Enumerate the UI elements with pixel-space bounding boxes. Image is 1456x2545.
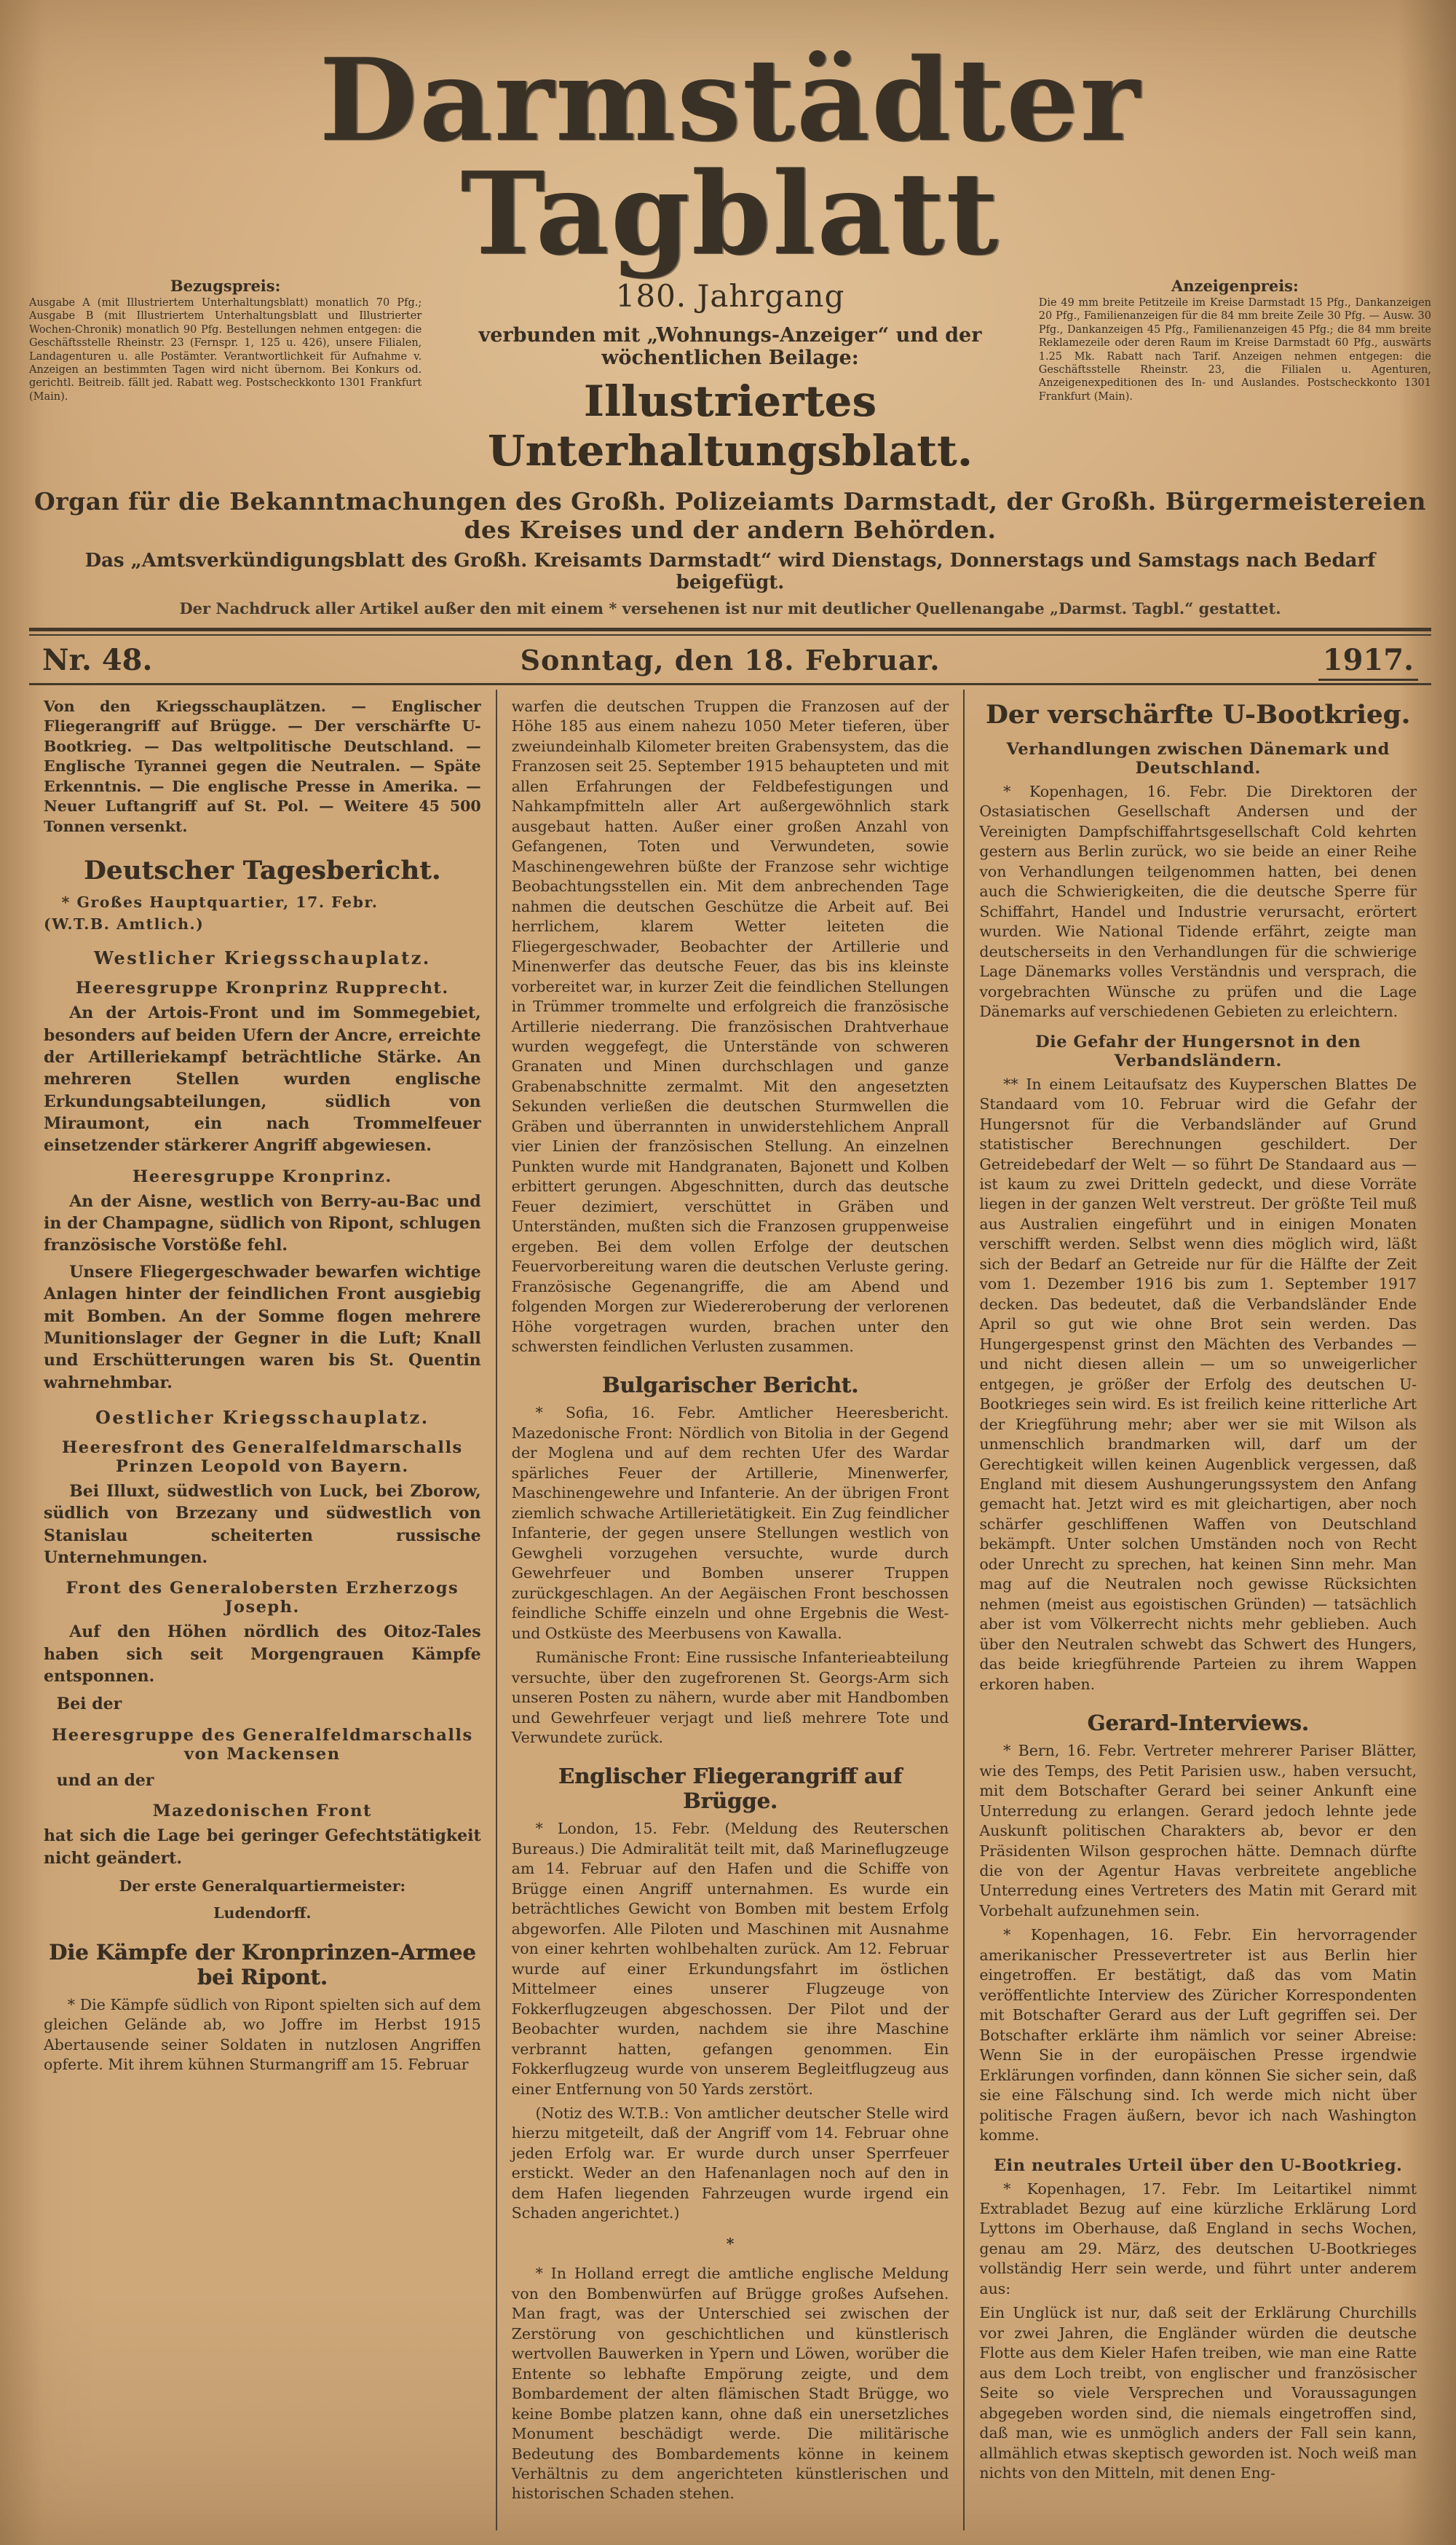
subhead-heeresgruppe-rupprecht: Heeresgruppe Kronprinz Rupprecht. [76, 979, 449, 998]
issue-year [1033, 643, 1418, 677]
subhead-oestlicher-kriegsschauplatz: Oestlicher Kriegsschauplatz. [95, 1406, 430, 1428]
bezugspreis-title: Bezugspreis: [170, 277, 281, 295]
headline-bulgarischer-bericht: Bulgarischer Bericht. [601, 1373, 859, 1398]
article-paragraph-hungersnot: ** In einem Leitaufsatz des Kuyperschen Blattes De Standaard vom 10. Februar wird die Gefahr der Hungersnot für die Verbandsländer auf Grund statistischer Berechnungen geschildert. Der Getreidebedarf der Welt — so führt De Standaard aus — ist kaum zu zwei Dritteln gedeckt, und diese Vorräte liegen in der ganzen Welt verstreut. Der größte Teil muß aus Australien eingeführt und in einigen Monaten verschifft werden. Selbst wenn dies möglich wird, läßt sich der Bedarf an Getreide nur für die Hälfte der Zeit vom 1. Dezember 1916 bis zum 1. September 1917 decken. Das bedeutet, daß die Verbandsländer Ende April so gut wie ohne Brot sein werden. Das Hungergespenst grinst den Mächten des Verbandes — und nicht diesen allein — um so unweigerlicher entgegen, je größer der Erfolg des deutschen U-Bootkrieges sein wird. Es ist freilich keine ritterliche Art der Kriegführung mehr; aber wer sie mit Wilson als unmenschlich brandmarken will, darf um der Gerechtigkeit willen keinen Augenblick vergessen, daß England mit diesem Aushungerungssystem den Anfang gemacht hat. Jetzt wird es mit gleichartigen, aber noch schärfer geschliffenen Waffen von Deutschland bekämpft. Unter solchen Umständen noch von Recht oder Unrecht zu sprechen, hat keinen Sinn mehr. Man mag auf die Neutralen noch gewisse Rücksichten nehmen (meist aus egoistischen Gründen) — tatsächlich aber ist vom Völkerrecht nichts mehr geblieben. Auch über den Neutralen schwebt das Schwert des Hungers, das beide kriegführende Parteien zu ihrem Wappen erkoren haben. [979, 1075, 1417, 1693]
front-page-summary: Von den Kriegsschauplätzen. — Englischer Fliegerangriff auf Brügge. — Der verschärfte U-Bootkrieg. — Das weltpolitische Deutschland. — Englische Tyrannei gegen die Neutralen. — Späte Erkenntnis. — Die englische Presse in Amerika. — Neuer Luftangriff auf St. Pol. — Weitere 45 500 Tonnen versenkt. [44, 698, 481, 835]
anzeigenpreis-title: Anzeigenpreis: [1171, 277, 1299, 295]
report-paragraph-illuxt: Bei Illuxt, südwestlich von Luck, bei Zborow, südlich von Brzezany und südwestlich von Stanislau scheiterten russische Unternehmungen. [44, 1481, 481, 1568]
signature-generalquartiermeister: Der erste Generalquartiermeister: [119, 1877, 406, 1895]
bezugspreis-text: Ausgabe A (mit Illustriertem Unterhaltungsblatt) monatlich 70 Pfg.; Ausgabe B (mit Illustriertem Unterhaltungsblatt und Illustrierter Wochen-Chronik) monatlich 90 Pfg. Bestellungen nehmen entgegen: die Geschäftsstelle Rheinstr. 23 (Fernspr. 1, 125 u. 426), unsere Filialen, Landagenturen u. alle Postämter. Verantwortlichkeit für Aufnahme v. Anzeigen an bestimmten Tagen wird nicht übernom. Bei Konkurs od. gerichtl. Beitreib. fällt jed. Rabatt weg. Postscheckkonto 1301 Frankfurt (Main). [29, 297, 422, 403]
column-right [963, 690, 1431, 2530]
dateline [29, 636, 1431, 683]
report-paragraph-aisne: An der Aisne, westlich von Berry-au-Bac und in der Champagne, südlich von Ripont, schlugen französische Vorstöße fehl. [44, 1191, 481, 1255]
report-source-line2: (W.T.B. Amtlich.) [44, 915, 205, 933]
subhead-westlicher-kriegsschauplatz: Westlicher Kriegsschauplatz. [93, 947, 431, 969]
issue-number: Nr. 48. [42, 643, 153, 677]
anzeigenpreis-text: Die 49 mm breite Petitzeile im Kreise Darmstadt 15 Pfg., Dankanzeigen 20 Pfg., Familienanzeigen für die 84 mm breite Zeile 30 Pfg. — Ausw. 30 Pfg., Dankanzeigen 45 Pfg., Familienanzeigen 45 Pfg.; die 84 mm breite Reklamezeile oder deren Raum im Kreise Darmstadt 60 Pfg., auswärts 1.25 Mk. Rabatt nach Tarif. Anzeigen nehmen entgegen: die Geschäftsstelle Rheinstr. 23, die Filialen u. Agenturen, Anzeigenexpeditionen des In- und Auslandes. Postscheckkonto 1301 Frankfurt (Main). [1038, 297, 1431, 403]
masthead [29, 19, 1431, 617]
report-paragraph-lage: hat sich die Lage bei geringer Gefechtstätigkeit nicht geändert. [44, 1826, 481, 1868]
headline-gerard-interviews: Gerard-Interviews. [1087, 1711, 1309, 1736]
beilage-title: Illustriertes Unterhaltungsblatt. [487, 376, 973, 476]
signature-ludendorff: Ludendorff. [213, 1904, 312, 1922]
issue-year-text: 1917. [1318, 643, 1418, 681]
report-connector-beider: Bei der [56, 1694, 122, 1714]
star-divider: * [726, 2234, 735, 2252]
subhead-front-erzherzog-joseph: Front des Generalobersten Erzherzogs Joseph. [66, 1579, 459, 1617]
organ-line: Organ für die Bekanntmachungen des Großh. Polizeiamts Darmstadt, der Großh. Bürgermeistereien des Kreises und der andern Behörden. [34, 487, 1426, 544]
report-connector-undander: und an der [56, 1770, 154, 1790]
anzeigenpreis-box [1039, 277, 1431, 403]
article-paragraph-holland: * In Holland erregt die amtliche englische Meldung von den Bombenwürfen auf Brügge großes Aufsehen. Man fragt, was der Unterschied sei zwischen der Zerstörung von geschichtlichen und künstlerisch wertvollen Bauwerken in Ypern und Löwen, worüber die Entente so lebhafte Empörung zeigte, und dem Bombardement der alten flämischen Stadt Brügge, wo keine Bombe platzen kann, ohne daß ein unersetzliches Monument beschädigt werde. Die militärische Bedeutung des Bombardements könne in keinem Verhältnis zu dem angerichteten künstlerischen und historischen Schaden stehen. [511, 2265, 949, 2503]
masthead-divider-rule [29, 628, 1431, 636]
masthead-center [439, 277, 1021, 476]
article-continuation-hoehe185: warfen die deutschen Truppen die Franzosen auf der Höhe 185 aus einem nahezu 1050 Meter tieferen, über zweiundeinhalb Kilometer breiten Grabensystem, das die Franzosen seit 25. September 1915 behaupteten und mit allen Erfahrungen der Feldbefestigungen und Nahkampfmitteln aller Art außergewöhnlich stark ausgebaut hatten. Außer einer großen Anzahl von Gefangenen, Toten und Verwundeten, sowie Maschinengewehren büßte der Franzose sehr wichtige Beobachtungsstellen ein. Mit dem anbrechenden Tage nahmen die deutschen Geschütze die Arbeit auf. Bei herrlichem, klarem Wetter leiteten die Fliegergeschwader, Beobachter der Artillerie und Minenwerfer das deutsche Feuer, das bis ins kleinste vorbereitet war, in kurzer Zeit die feindlichen Stellungen in Trümmer trommelte und erfolgreich die französische Artillerie niederrang. Die französischen Drahtverhaue wurden weggefegt, die Unterstände von schweren Granaten und Minen durchschlagen und ganze Grabenabschnitte zermalmt. Mit den angesetzten Sekunden verließen die deutschen Sturmwellen die Gräben und überrannten in unwiderstehlichem Anprall vier Linien der französischen Stellung. An einzelnen Punkten wurde mit Handgranaten, Bajonett und Kolben erbittert gerungen. Abgeschnitten, durch das deutsche Feuer dezimiert, verschüttet in Gräben und Unterständen, mußten sich die Franzosen gruppenweise ergeben. Bei dem vollen Erfolge der deutschen Feuervorbereitung waren die deutschen Verluste gering. Französische Gegenangriffe, die am Abend und folgenden Morgen zur Wiedereroberung der verlorenen Höhe vorgetragen wurden, brachen unter den schwersten feindlichen Verlusten zusammen. [511, 698, 949, 1355]
subhead-heeresgruppe-mackensen: Heeresgruppe des Generalfeldmarschalls von Mackensen [52, 1725, 473, 1764]
verbunden-line: verbunden mit „Wohnungs-Anzeiger“ und der wöchentlichen Beilage: [478, 324, 982, 369]
subhead-mazedonische-front: Mazedonischen Front [152, 1802, 372, 1821]
subhead-heeresgruppe-kronprinz: Heeresgruppe Kronprinz. [132, 1167, 392, 1186]
article-paragraph-london: * London, 15. Febr. (Meldung des Reuterschen Bureaus.) Die Admiralität teilt mit, daß Marineflugzeuge am 14. Februar auf den Hafen und die Schiffe von Brügge einen Angriff unternahmen. Es wurde ein beträchtliches Gewicht von Bomben mit bestem Erfolg abgeworfen. Alle Piloten und Maschinen mit Ausnahme von einer kehrten wohlbehalten zurück. Am 12. Februar wurde auf einer Erkundungsfahrt im östlichen Mittelmeer eines unserer Flugzeuge von Fokkerflugzeugen abgeschossen. Der Pilot und der Beobachter wurden, nachdem sie ihre Maschine verbrannt hatten, gefangen genommen. Ein Fokkerflugzeug wurde von unserem Begleitflugzeug aus einer Entfernung von 50 Yards zerstört. [511, 1820, 949, 2098]
headline-fliegerangriff-bruegge: Englischer Fliegerangriff auf Brügge. [558, 1764, 903, 1814]
amtsblatt-line: Das „Amtsverkündigungsblatt des Großh. Kreisamts Darmstadt“ wird Dienstags, Donnerstags und Samstags nach Bedarf beigefügt. [84, 550, 1376, 593]
subhead-gefahr-hungersnot: Die Gefahr der Hungersnot in den Verbandsländern. [1035, 1032, 1361, 1070]
headline-kaempfe-ripont: Die Kämpfe der Kronprinzen-Armee bei Ripont. [48, 1939, 476, 1989]
column-left [29, 690, 496, 2530]
report-paragraph-artois: An der Artois-Front und im Sommegebiet, besonders auf beiden Ufern der Ancre, erreichte der Artilleriekampf beträchtliche Stärke. An mehreren Stellen wurden englische Erkundungsabteilungen, südlich von Miraumont, ein nach Trommelfeuer einsetzender stärkerer Angriff abgewiesen. [44, 1003, 481, 1156]
nachdruck-line: Der Nachdruck aller Artikel außer den mit einem * versehenen ist nur mit deutlicher Quellenangabe „Darmst. Tagbl.“ gestattet. [179, 599, 1281, 617]
headline-deutscher-tagesbericht: Deutscher Tagesbericht. [84, 856, 441, 886]
article-paragraph-unglueck-churchill: Ein Unglück ist nur, daß seit der Erklärung Churchills vor zwei Jahren, die Engländer würden die deutsche Flotte aus dem Kieler Hafen treiben, wie man eine Ratte aus dem Loch treibt, von englischer und französischer Seite so viele Versprechen und Voraussagungen abgegeben worden sind, die niemals eingetroffen sind, daß man, wie es unmöglich anders der Fall sein kann, allmählich etwas skeptisch geworden ist. Noch weiß man nichts von den Mitteln, mit denen Eng- [979, 2304, 1417, 2482]
article-paragraph-rumaenische-front: Rumänische Front: Eine russische Infanterieabteilung versuchte, über den zugefrorenen St. Georgs-Arm sich unseren Posten zu nähern, wurde aber mit Handbomben und Gewehrfeuer verjagt und ließ mehrere Tote und Verwundete zurück. [511, 1649, 949, 1746]
article-paragraph-sofia: * Sofia, 16. Febr. Amtlicher Heeresbericht. Mazedonische Front: Nördlich von Bitolia in der Gegend der Moglena und auf dem rechten Ufer des Wardar spärliches Feuer der Artillerie, Minenwerfer, Maschinengewehre und Infanterie. An der übrigen Front ziemlich schwache Artillerietätigkeit. Ein Zug feindlicher Infanterie, der gegen unsere Stellungen westlich von Gewgheli vorzugehen versuchte, wurde durch Gewehrfeuer und Bomben unserer Truppen zurückgeschlagen. An der Aegäischen Front beschossen feindliche Schiffe einzeln und ohne Ergebnis die West- und Ostküste des Meerbusens von Kawalla. [511, 1404, 949, 1642]
subhead-heeresfront-leopold: Heeresfront des Generalfeldmarschalls Prinzen Leopold von Bayern. [62, 1437, 463, 1476]
newspaper-title: Darmstädter Tagblatt [319, 33, 1142, 280]
article-paragraph-kopenhagen-verhandlungen: * Kopenhagen, 16. Febr. Die Direktoren der Ostasiatischen Gesellschaft Andersen und der Vereinigten Dampfschiffahrtsgesellschaft Cold kehrten gestern aus Berlin zurück, wo sie beide an einer Reihe von Verhandlungen teilgenommen hatten, bei denen auch die Schwierigkeiten, die die deutsche Sperre für Schiffahrt, Handel und Industrie verursacht, erörtert wurden. Wie National Tidende erfährt, zeigte man deutscherseits in den Verhandlungen für die schwierige Lage Dänemarks volles Verständnis und versprach, die vorgebrachten Wünsche zu prüfen und die Lage Dänemarks auf verschiedenen Gebieten zu erleichtern. [979, 783, 1417, 1021]
subhead-verhandlungen-daenemark: Verhandlungen zwischen Dänemark und Deutschland. [1006, 740, 1390, 778]
article-paragraph-kopenhagen-gerard: * Kopenhagen, 16. Febr. Ein hervorragender amerikanischer Pressevertreter ist aus Berlin hier eingetroffen. Er bestätigt, daß das vom Matin veröffentlichte Interview des Züricher Korrespondenten mit Botschafter Gerard aus der Luft gegriffen sei. Der Botschafter erklärte ihm nämlich vor seiner Abreise: Wenn Sie in der europäischen Presse irgendwie Erklärungen vorfinden, dann können Sie sicher sein, daß sie eine Fälschung sind. Ich werde mich nicht über politische Fragen äußern, bevor ich nach Washington komme. [979, 1926, 1417, 2144]
article-paragraph-bern-gerard: * Bern, 16. Febr. Vertreter mehrerer Pariser Blätter, wie des Temps, des Petit Parisien usw., haben versucht, mit dem Botschafter Gerard bei seiner Ankunft eine Unterredung zu erlangen. Gerard jedoch lehnte jede Auskunft politischen Charakters ab, bevor er den Präsidenten Wilson gesprochen hätte. Demnach dürfte die von der Agentur Havas verbreitete angebliche Unterredung eines Vertreters des Matin mit Gerard mit Vorbehalt aufzunehmen sein. [979, 1742, 1417, 1919]
article-paragraph-wtb-notiz: (Notiz des W.T.B.: Von amtlicher deutscher Stelle wird hierzu mitgeteilt, daß der Angriff vom 14. Februar ohne jeden Erfolg war. Er wurde durch unser Sperrfeuer erstickt. Weder an den Hafenanlagen noch auf den in dem Hafen liegenden Fahrzeugen wurde irgend ein Schaden angerichtet.) [511, 2104, 949, 2222]
report-paragraph-oitoz: Auf den Höhen nördlich des Oitoz-Tales haben sich seit Morgengrauen Kämpfe entsponnen. [44, 1622, 481, 1686]
report-source-line: * Großes Hauptquartier, 17. Febr. [61, 893, 379, 912]
article-columns [29, 690, 1431, 2530]
issue-date: Sonntag, den 18. Februar. [520, 644, 941, 676]
subhead-neutrales-urteil: Ein neutrales Urteil über den U-Bootkrieg. [993, 2155, 1403, 2175]
bezugspreis-box [29, 277, 422, 403]
article-paragraph-kopenhagen-extrabladet: * Kopenhagen, 17. Febr. Im Leitartikel nimmt Extrabladet Bezug auf eine kürzliche Erklärung Lord Lyttons im Oberhause, daß England in sechs Wochen, genau am 29. März, des deutschen U-Bootkrieges vollständig Herr sein werde, und führt unter anderem aus: [979, 2179, 1417, 2297]
headline-verschaerfter-ubootkrieg: Der verschärfte U-Bootkrieg. [986, 700, 1411, 730]
dateline-divider-rule [29, 683, 1431, 685]
column-middle [496, 690, 964, 2530]
masthead-info-row [29, 277, 1431, 476]
report-paragraph-flieger: Unsere Fliegergeschwader bewarfen wichtige Anlagen hinter der feindlichen Front ausgiebig mit Bomben. An der Somme flogen mehrere Munitionslager der Gegner in die Luft; Knall und Erschütterungen waren bis St. Quentin wahrnehmbar. [44, 1262, 481, 1392]
article-paragraph-ripont: * Die Kämpfe südlich von Ripont spielten sich auf dem gleichen Gelände ab, wo Joffre im Herbst 1915 Abertausende seiner Soldaten in nutzlosen Angriffen opferte. Mit ihrem kühnen Sturmangriff am 15. Februar [44, 1995, 481, 2074]
volume-line: 180. Jahrgang [615, 278, 845, 314]
